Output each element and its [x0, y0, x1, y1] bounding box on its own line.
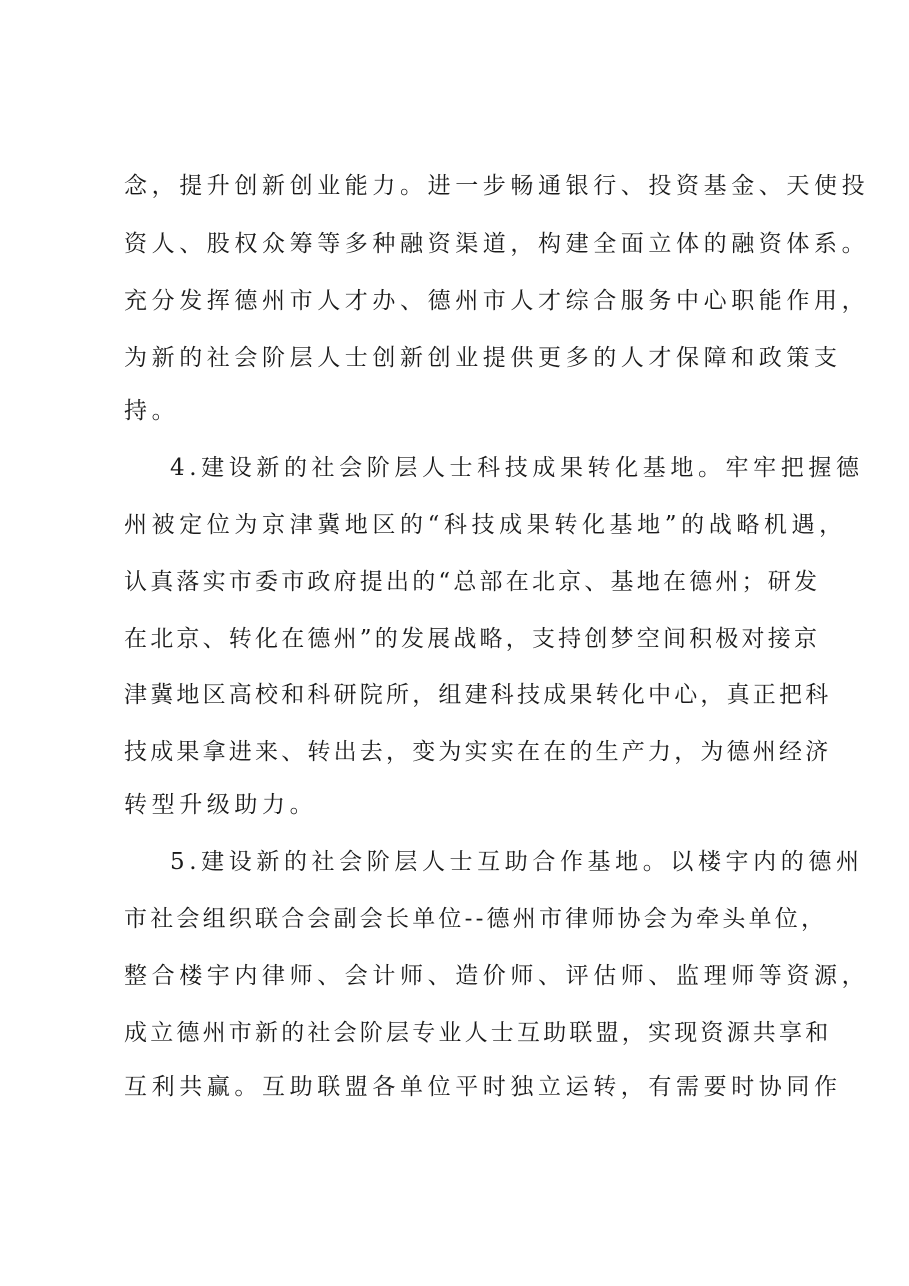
paragraph-line: 认真落实市委市政府提出的“总部在北京、基地在德州；研发 — [124, 569, 821, 595]
paragraph-line: 转型升级助力。 — [124, 792, 318, 818]
paragraph-line: 充分发挥德州市人才办、德州市人才综合服务中心职能作用， — [124, 288, 870, 314]
paragraph-line: 4.建设新的社会阶层人士科技成果转化基地。牢牢把握德 — [170, 455, 864, 481]
paragraph-line: 5.建设新的社会阶层人士互助合作基地。以楼宇内的德州 — [170, 849, 864, 875]
paragraph-line: 整合楼宇内律师、会计师、造价师、评估师、监理师等资源， — [124, 963, 870, 989]
paragraph-line: 资人、股权众筹等多种融资渠道，构建全面立体的融资体系。 — [124, 231, 870, 257]
paragraph-line: 津冀地区高校和科研院所，组建科技成果转化中心，真正把科 — [124, 682, 832, 708]
paragraph-line: 持。 — [124, 398, 180, 424]
paragraph-line: 为新的社会阶层人士创新创业提供更多的人才保障和政策支 — [124, 345, 842, 371]
paragraph-line: 技成果拿进来、转出去，变为实实在在的生产力，为德州经济 — [124, 739, 832, 765]
paragraph-line: 州被定位为京津冀地区的“科技成果转化基地”的战略机遇， — [124, 512, 847, 538]
paragraph-line: 念，提升创新创业能力。进一步畅通银行、投资基金、天使投 — [124, 173, 870, 199]
paragraph-line: 互利共赢。互助联盟各单位平时独立运转，有需要时协同作 — [124, 1074, 842, 1100]
paragraph-line: 市社会组织联合会副会长单位--德州市律师协会为牵头单位， — [124, 906, 828, 932]
paragraph-line: 成立德州市新的社会阶层专业人士互助联盟，实现资源共享和 — [124, 1020, 832, 1046]
paragraph-line: 在北京、转化在德州”的发展战略，支持创梦空间积极对接京 — [124, 626, 821, 652]
